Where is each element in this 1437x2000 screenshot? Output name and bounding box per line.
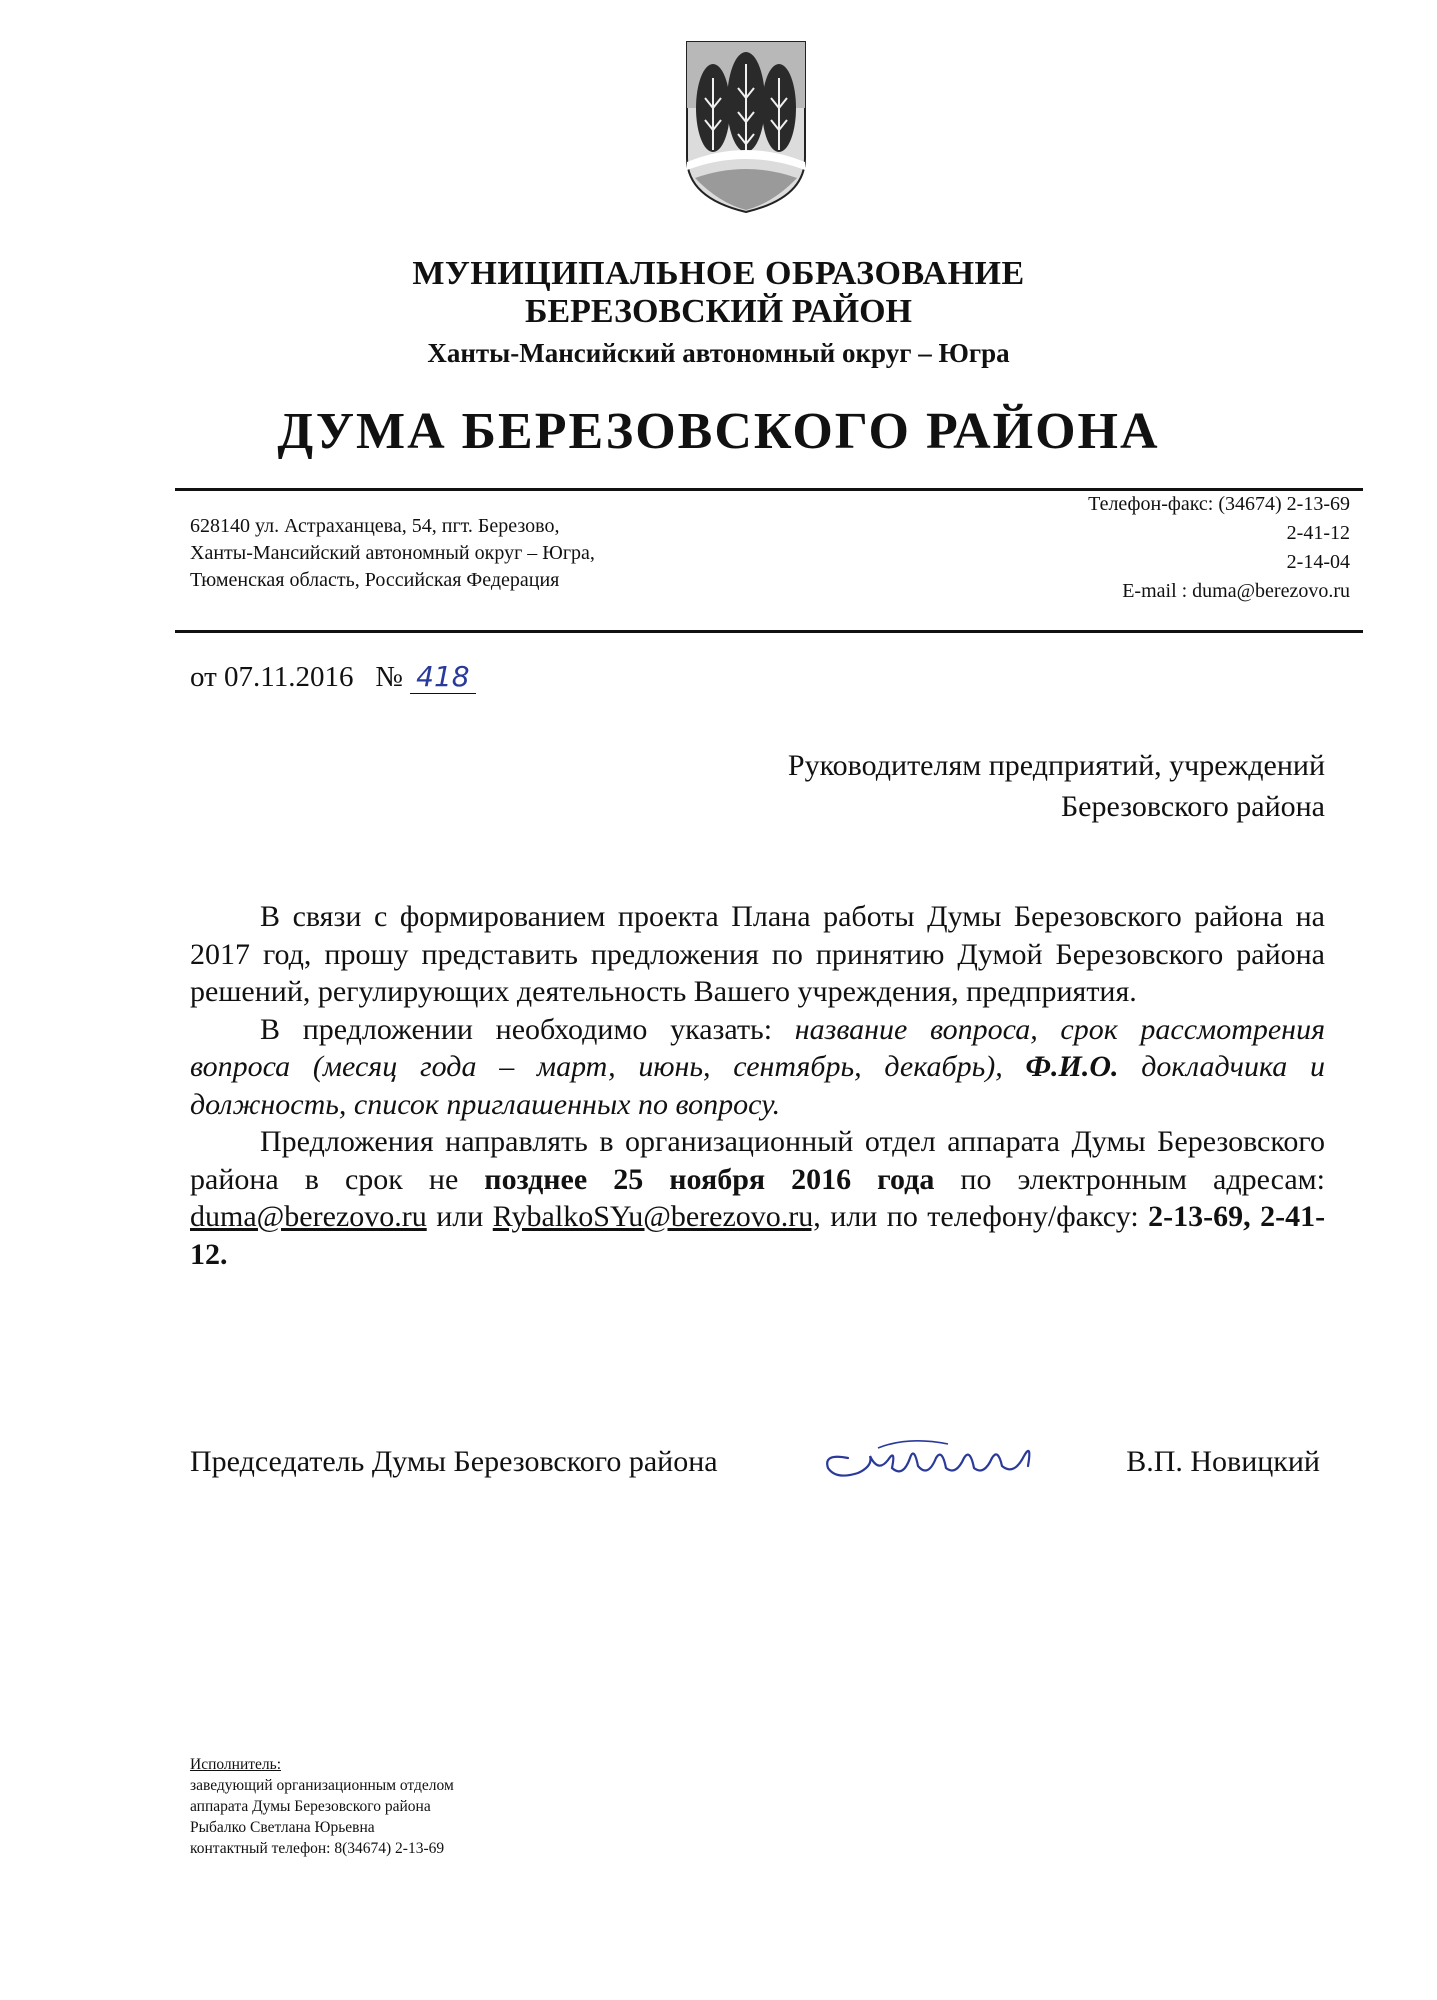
body-paragraph-3 xyxy=(190,1123,1325,1273)
document-dateline xyxy=(190,660,476,694)
contact-phone: 2-14-04 xyxy=(1286,551,1350,573)
p3-or-phone: или по телефону/факсу: xyxy=(830,1200,1139,1233)
email-link-duma[interactable]: duma@berezovo.ru xyxy=(190,1200,427,1233)
letter-body xyxy=(190,898,1325,1273)
address-line: 628140 ул. Астраханцева, 54, пгт. Березово, xyxy=(190,515,560,537)
recipient-line: Руководителям предприятий, учреждений xyxy=(787,749,1325,782)
body-paragraph-2 xyxy=(190,1011,1325,1124)
p2-italic-2: докладчика и должность, список приглашенных по вопросу. xyxy=(190,1050,1326,1121)
executor-block xyxy=(190,1754,454,1859)
p3-deadline: позднее 25 ноября 2016 года xyxy=(484,1162,935,1196)
recipient-block xyxy=(700,745,1325,827)
executor-line: контактный телефон: 8(34674) 2-13-69 xyxy=(190,1840,445,1857)
header-district: БЕРЕЗОВСКИЙ РАЙОН xyxy=(525,293,912,330)
document-number-handwritten: 418 xyxy=(410,660,475,694)
p2-italic: название вопроса, срок рассмотрения вопроса (месяц года – март, июнь, сентябрь, декабрь), xyxy=(190,1012,1326,1083)
header-okrug: Ханты-Мансийский автономный округ – Югра xyxy=(427,338,1010,368)
contacts-block xyxy=(840,490,1350,606)
executor-label: Исполнитель: xyxy=(190,1756,282,1773)
executor-line: Рыбалко Светлана Юрьевна xyxy=(190,1819,375,1836)
p2-lead: В предложении необходимо указать: xyxy=(260,1012,773,1046)
p3-text-b: по электронным адресам: xyxy=(960,1162,1325,1196)
contact-email: E-mail : duma@berezovo.ru xyxy=(1122,580,1350,602)
executor-line: заведующий организационным отделом xyxy=(190,1777,454,1794)
coat-of-arms-emblem xyxy=(683,38,809,214)
header-bottom-rule xyxy=(175,630,1363,633)
signatory-position: Председатель Думы Березовского района xyxy=(190,1445,718,1478)
signatory-name: В.П. Новицкий xyxy=(1126,1445,1320,1478)
p3-phones: 2-13-69, 2-41-12. xyxy=(190,1200,1326,1271)
contact-phone: 2-41-12 xyxy=(1286,522,1350,544)
header-municipality: МУНИЦИПАЛЬНОЕ ОБРАЗОВАНИЕ xyxy=(412,255,1025,292)
address-block xyxy=(190,513,595,594)
number-sign: № xyxy=(375,661,403,693)
p3-or: или xyxy=(436,1200,484,1233)
email-link-rybalko[interactable]: RybalkoSYu@berezovo.ru, xyxy=(492,1200,821,1233)
p2-fio: Ф.И.О. xyxy=(1025,1050,1119,1083)
contact-phone: Телефон-факс: (34674) 2-13-69 xyxy=(1088,493,1350,515)
document-date: от 07.11.2016 xyxy=(190,661,354,693)
handwritten-signature xyxy=(818,1418,1048,1498)
recipient-line: Березовского района xyxy=(1060,790,1325,823)
p3-text-a: Предложения направлять в организационный отдел аппарата Думы Березовского района в срок не xyxy=(190,1125,1325,1196)
address-line: Ханты-Мансийский автономный округ – Югра, xyxy=(190,542,595,564)
address-line: Тюменская область, Российская Федерация xyxy=(190,569,560,591)
executor-line: аппарата Думы Березовского района xyxy=(190,1798,431,1815)
body-paragraph-1: В связи с формированием проекта Плана работы Думы Березовского района на 2017 год, прошу представить предложения по принятию Думой Березовского района решений, регулирующих деятельность Вашего учреждения, предприятия. xyxy=(190,900,1325,1008)
header-org-name: ДУМА БЕРЕЗОВСКОГО РАЙОНА xyxy=(277,403,1160,460)
